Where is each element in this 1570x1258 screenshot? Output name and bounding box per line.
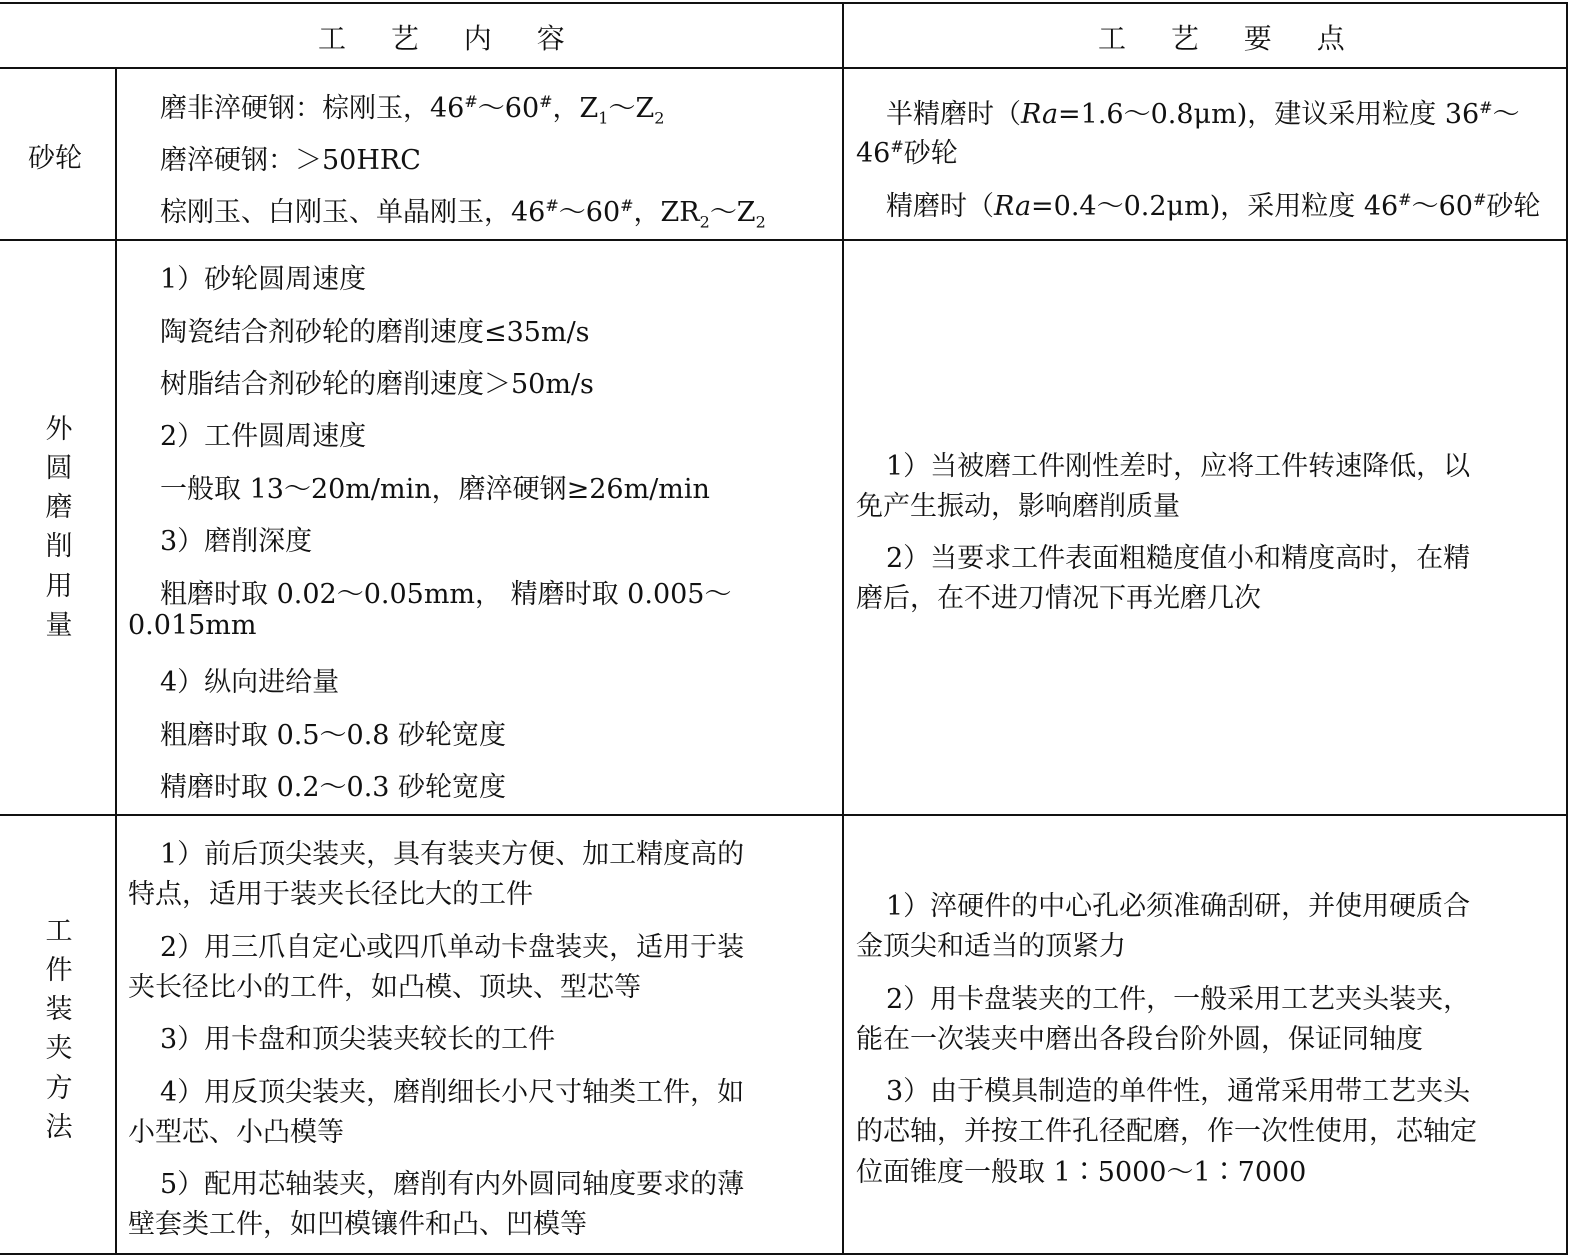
header-process-content: 工 艺 内 容 bbox=[318, 22, 583, 55]
row1-bottom-border bbox=[0, 239, 1568, 241]
row2-content-line11: 精磨时取 0.2～0.3 砂轮宽度 bbox=[160, 772, 507, 803]
row3-points-line1: 1）淬硬件的中心孔必须准确刮研，并使用硬质合 bbox=[886, 891, 1471, 922]
row2-points-line1: 1）当被磨工件刚性差时，应将工件转速降低，以 bbox=[886, 451, 1471, 482]
row3-content-line9: 壁套类工件，如凹模镶件和凸、凹模等 bbox=[128, 1209, 587, 1240]
row3-points-line5: 3）由于模具制造的单件性，通常采用带工艺夹头 bbox=[886, 1076, 1471, 1107]
row2-content-line8: 0.015mm bbox=[128, 610, 257, 641]
row3-content-line4: 夹长径比小的工件，如凸模、顶块、型芯等 bbox=[128, 972, 641, 1003]
row3-content-line5: 3）用卡盘和顶尖装夹较长的工件 bbox=[160, 1024, 556, 1055]
row2-points-line4: 磨后，在不进刀情况下再光磨几次 bbox=[856, 583, 1261, 614]
row1-points-line2: 46#砂轮 bbox=[856, 137, 958, 169]
row3-points-line7: 位面锥度一般取 1∶5000～1∶7000 bbox=[856, 1157, 1307, 1188]
row2-bottom-border bbox=[0, 814, 1568, 816]
row2-content-line9: 4）纵向进给量 bbox=[160, 667, 340, 698]
row1-content-line1: 磨非淬硬钢：棕刚玉，46#～60#，$Z_1\sim Z_2$ bbox=[160, 92, 665, 128]
row3-content-line7: 小型芯、小凸模等 bbox=[128, 1117, 344, 1148]
header-bottom-border bbox=[0, 67, 1568, 69]
label-column-border bbox=[115, 68, 117, 1254]
right-border bbox=[1566, 2, 1568, 1254]
row-label-grinding-parameters: 外 圆 磨 削 用 量 bbox=[45, 414, 73, 641]
row2-content-line3: 树脂结合剂砂轮的磨削速度＞50m/s bbox=[160, 369, 594, 400]
row2-content-line5: 一般取 13～20m/min，磨淬硬钢≥26m/min bbox=[160, 474, 710, 505]
row3-content-line6: 4）用反顶尖装夹，磨削细长小尺寸轴类工件，如 bbox=[160, 1077, 745, 1108]
row-label-workpiece-clamping: 工 件 装 夹 方 法 bbox=[45, 916, 73, 1143]
row2-content-line6: 3）磨削深度 bbox=[160, 526, 313, 557]
table-top-border bbox=[0, 2, 1568, 4]
header-process-points: 工 艺 要 点 bbox=[1098, 22, 1363, 55]
row2-content-line2: 陶瓷结合剂砂轮的磨削速度≤35m/s bbox=[160, 317, 590, 348]
row-label-grinding-wheel: 砂轮 bbox=[28, 143, 82, 174]
row1-points-line1: 半精磨时（Ra=1.6～0.8μm)，建议采用粒度 36#～ bbox=[886, 98, 1520, 130]
row3-content-line8: 5）配用芯轴装夹，磨削有内外圆同轴度要求的薄 bbox=[160, 1169, 745, 1200]
table-bottom-border bbox=[0, 1253, 1568, 1255]
row3-points-line3: 2）用卡盘装夹的工件，一般采用工艺夹头装夹， bbox=[886, 984, 1471, 1015]
row3-points-line2: 金顶尖和适当的顶紧力 bbox=[856, 931, 1126, 962]
row3-content-line1: 1）前后顶尖装夹，具有装夹方便、加工精度高的 bbox=[160, 839, 745, 870]
row3-content-line2: 特点，适用于装夹长径比大的工件 bbox=[128, 879, 533, 910]
row2-content-line1: 1）砂轮圆周速度 bbox=[160, 264, 367, 295]
row2-points-line2: 免产生振动，影响磨削质量 bbox=[856, 491, 1180, 522]
row2-content-line7: 粗磨时取 0.02～0.05mm， 精磨时取 0.005～ bbox=[160, 579, 732, 610]
row3-points-line6: 的芯轴，并按工件孔径配磨，作一次性使用，芯轴定 bbox=[856, 1116, 1477, 1147]
row1-points-line3: 精磨时（Ra=0.4～0.2μm)，采用粒度 46#～60#砂轮 bbox=[886, 190, 1541, 222]
row1-content-line3: 棕刚玉、白刚玉、单晶刚玉，46#～60#，$ZR_2\sim Z_2$ bbox=[160, 196, 766, 232]
row3-points-line4: 能在一次装夹中磨出各段台阶外圆，保证同轴度 bbox=[856, 1024, 1423, 1055]
row3-content-line3: 2）用三爪自定心或四爪单动卡盘装夹，适用于装 bbox=[160, 932, 745, 963]
row2-content-line10: 粗磨时取 0.5～0.8 砂轮宽度 bbox=[160, 720, 507, 751]
middle-column-border bbox=[842, 2, 844, 1254]
row2-content-line4: 2）工件圆周速度 bbox=[160, 421, 367, 452]
row2-points-line3: 2）当要求工件表面粗糙度值小和精度高时，在精 bbox=[886, 543, 1471, 574]
row1-content-line2: 磨淬硬钢：＞50HRC bbox=[160, 145, 421, 176]
